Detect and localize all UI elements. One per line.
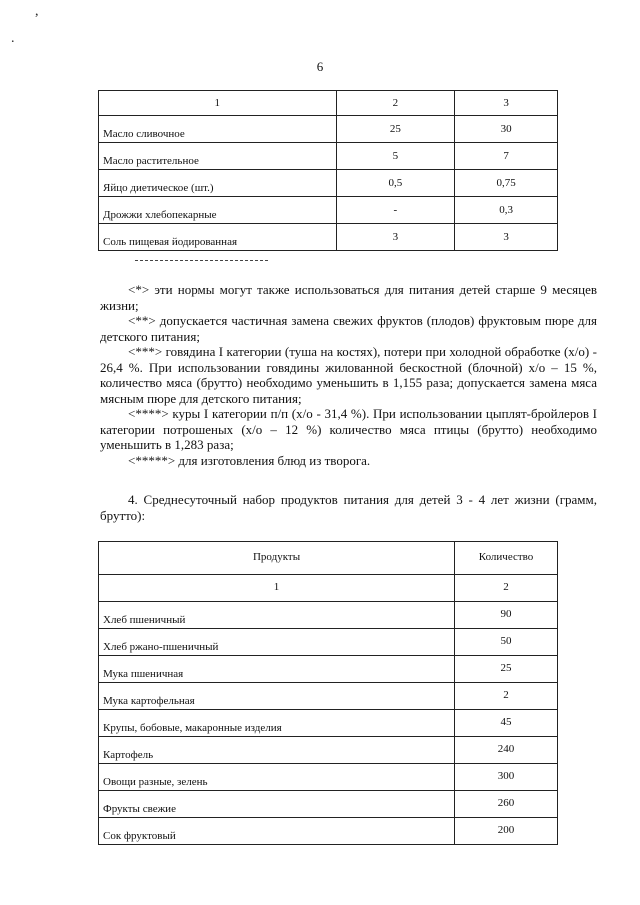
quantity-cell: 0,3 [455, 197, 558, 224]
table-row [99, 764, 558, 791]
product-name-cell: Дрожжи хлебопекарные [99, 197, 337, 224]
quantity-cell: 300 [455, 764, 558, 791]
quantity-cell: 240 [455, 737, 558, 764]
product-name-cell: Мука картофельная [99, 683, 455, 710]
footnote-separator [135, 260, 268, 261]
table-row [99, 143, 558, 170]
quantity-cell: 0,75 [455, 170, 558, 197]
product-name-cell: Масло сливочное [99, 116, 337, 143]
product-name-cell: Мука пшеничная [99, 656, 455, 683]
quantity-cell: 25 [336, 116, 455, 143]
table-row [99, 710, 558, 737]
product-name-cell: Масло растительное [99, 143, 337, 170]
section-title: 4. Среднесуточный набор продуктов питания для детей 3 - 4 лет жизни (грамм, брутто): [100, 492, 597, 523]
product-name-cell: Хлеб ржано-пшеничный [99, 629, 455, 656]
product-name-cell: Хлеб пшеничный [99, 602, 455, 629]
page-number: 6 [316, 59, 324, 74]
quantity-cell: 3 [455, 224, 558, 251]
quantity-cell: 90 [455, 602, 558, 629]
footnote-4: <****> куры I категории п/п (х/о - 31,4 %). При использовании цыплят-бройлеров I категории потрошеных (х/о – 12 %) количество мяса птицы (брутто) необходимо уменьшить в 1,283 раза; [100, 406, 597, 452]
product-name-cell: Фрукты свежие [99, 791, 455, 818]
table-header-row [99, 91, 558, 116]
product-name-cell: Сок фруктовый [99, 818, 455, 845]
quantity-cell: 0,5 [336, 170, 455, 197]
quantity-cell: 5 [336, 143, 455, 170]
table-row [99, 116, 558, 143]
table-header-cell: 1 [99, 91, 337, 116]
table-row [99, 656, 558, 683]
quantity-cell: 30 [455, 116, 558, 143]
table-row [99, 197, 558, 224]
footnote-1: <*> эти нормы могут также использоваться для питания детей старше 9 месяцев жизни; [100, 282, 597, 313]
section-4 [100, 492, 597, 524]
products-table-3-4-years [98, 541, 558, 845]
footnote-5: <*****> для изготовления блюд из творога. [128, 452, 371, 468]
product-name-cell: Яйцо диетическое (шт.) [99, 170, 337, 197]
quantity-cell: 2 [455, 683, 558, 710]
table-header-cell: 2 [336, 91, 455, 116]
footnote-2: <**> допускается частичная замена свежих фруктов (плодов) фруктовым пюре для детского питания; [100, 313, 597, 344]
quantity-cell: 7 [455, 143, 558, 170]
table-row [99, 602, 558, 629]
quantity-cell: 45 [455, 710, 558, 737]
table-header-row [99, 542, 558, 575]
table-row [99, 791, 558, 818]
product-name-cell: Картофель [99, 737, 455, 764]
table-row [99, 629, 558, 656]
products-table-continued [98, 90, 558, 251]
quantity-cell: 3 [336, 224, 455, 251]
table-row [99, 737, 558, 764]
table-header-cell: 3 [455, 91, 558, 116]
quantity-cell: 200 [455, 818, 558, 845]
quantity-cell: 25 [455, 656, 558, 683]
table-row [99, 683, 558, 710]
quantity-cell: 260 [455, 791, 558, 818]
column-header-products: Продукты [99, 542, 455, 575]
scan-mark-comma: , [35, 4, 39, 19]
quantity-cell: 50 [455, 629, 558, 656]
footnotes [100, 282, 597, 468]
table-row [99, 818, 558, 845]
table-row [99, 224, 558, 251]
column-index-cell: 1 [99, 575, 455, 602]
product-name-cell: Овощи разные, зелень [99, 764, 455, 791]
quantity-cell: - [336, 197, 455, 224]
table-index-row [99, 575, 558, 602]
scan-mark-dot: . [11, 31, 15, 46]
column-index-cell: 2 [455, 575, 558, 602]
footnote-3: <***> говядина I категории (туша на костях), потери при холодной обработке (х/о) - 26,4 %. При использовании говядины жилованной бескостной (блочной) х/о – 15 %, количество мяса (брутто) необходимо уменьшить в 1,155 раза; допускается замена мяса мясным пюре для детского питания; [100, 344, 597, 406]
product-name-cell: Крупы, бобовые, макаронные изделия [99, 710, 455, 737]
product-name-cell: Соль пищевая йодированная [99, 224, 337, 251]
column-header-quantity: Количество [455, 542, 558, 575]
table-row [99, 170, 558, 197]
